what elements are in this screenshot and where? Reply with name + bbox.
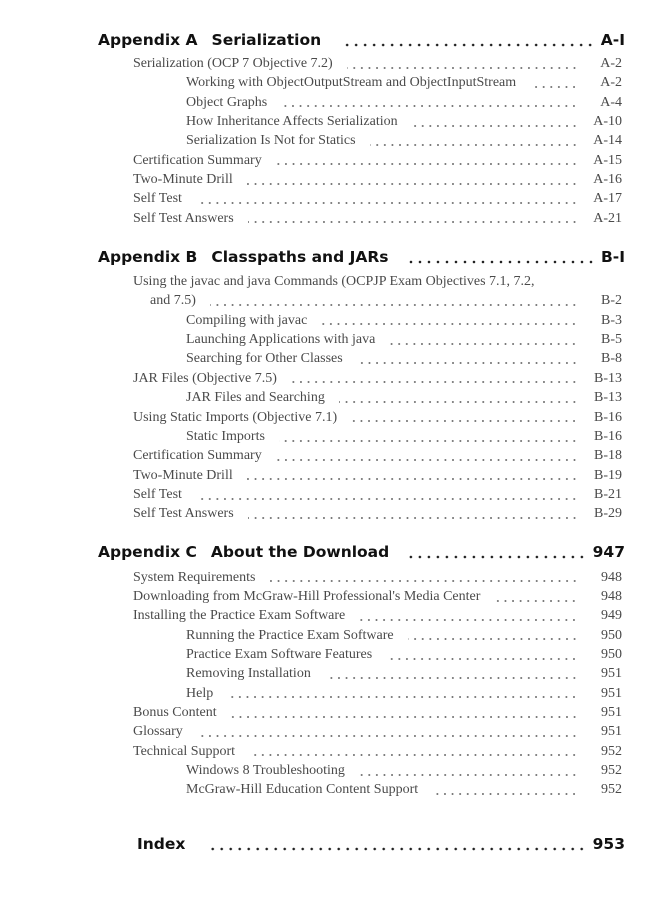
dot-leader — [359, 618, 578, 622]
entry-title: Help — [186, 685, 214, 701]
entry-page-number: A-4 — [600, 94, 622, 110]
entry-title: Windows 8 Troubleshooting — [186, 763, 345, 778]
dot-leader — [359, 773, 578, 777]
entry-page-number: 950 — [601, 646, 622, 662]
dot-leader — [409, 260, 595, 264]
table-of-contents — [98, 29, 625, 855]
dot-leader — [321, 322, 578, 326]
toc-entry[interactable] — [98, 742, 625, 761]
toc-entry[interactable] — [98, 485, 625, 504]
entry-page-number: B-19 — [594, 467, 622, 483]
entry-title: Bonus Content — [133, 704, 217, 720]
section-label: Appendix B — [98, 248, 198, 267]
dot-leader — [227, 695, 578, 699]
entry-title: Using Static Imports (Objective 7.1) — [133, 409, 338, 425]
entry-title: Installing the Practice Exam Software — [133, 608, 346, 624]
dot-leader — [196, 201, 578, 205]
toc-entry[interactable] — [98, 645, 625, 664]
dot-leader — [247, 182, 578, 186]
toc-entry[interactable] — [98, 170, 625, 189]
entry-title: Glossary — [133, 724, 183, 740]
dot-leader — [197, 734, 578, 738]
dot-leader — [357, 361, 578, 365]
entry-page-number: A-2 — [600, 56, 622, 71]
dot-leader — [386, 657, 578, 661]
toc-entry[interactable] — [98, 189, 625, 208]
dot-leader — [248, 220, 578, 224]
toc-entry-continuation[interactable] — [98, 291, 625, 310]
toc-entry[interactable] — [98, 311, 625, 330]
entry-page-number: A-2 — [600, 75, 622, 91]
toc-entry-list — [98, 272, 625, 523]
toc-entry[interactable] — [98, 427, 625, 446]
entry-title: JAR Files (Objective 7.5) — [133, 370, 277, 386]
entry-title: Searching for Other Classes — [186, 351, 343, 367]
entry-title: Self Test Answers — [133, 210, 234, 226]
entry-page-number: B-13 — [594, 370, 622, 386]
entry-page-number: A-15 — [593, 152, 622, 168]
dot-leader — [210, 303, 578, 307]
entry-page-number: B-18 — [594, 448, 622, 464]
entry-page-number: 951 — [601, 685, 622, 701]
entry-title: Working with ObjectOutputStream and ObjectInputStream — [186, 75, 517, 91]
entry-title: Two-Minute Drill — [133, 172, 233, 188]
index-title: Index — [137, 834, 186, 853]
dot-leader — [248, 516, 578, 520]
entry-page-number: B-21 — [594, 486, 622, 502]
dot-leader — [339, 400, 578, 404]
entry-page-number: 948 — [601, 588, 622, 604]
section-title: Classpaths and JARs — [211, 248, 389, 267]
dot-leader — [347, 66, 578, 70]
entry-title: Certification Summary — [133, 448, 262, 464]
dot-leader — [530, 85, 578, 89]
section-label: Appendix C — [98, 542, 197, 561]
toc-entry[interactable] — [98, 73, 625, 92]
entry-title: Two-Minute Drill — [133, 467, 233, 483]
entry-page-number: B-13 — [594, 390, 622, 406]
section-label: Appendix A — [98, 31, 198, 49]
entry-title: How Inheritance Affects Serialization — [186, 114, 398, 130]
entry-page-number: 951 — [601, 704, 622, 720]
entry-page-number: B-16 — [594, 428, 622, 444]
toc-entry[interactable] — [98, 568, 625, 587]
toc-entry-list — [98, 568, 625, 800]
toc-section — [98, 541, 625, 800]
entry-page-number: 952 — [601, 763, 622, 778]
toc-entry[interactable] — [98, 209, 625, 228]
toc-entry[interactable] — [98, 664, 625, 683]
toc-section — [98, 246, 625, 523]
entry-title: Self Test Answers — [133, 506, 234, 522]
dot-leader — [409, 555, 586, 559]
entry-title: Removing Installation — [186, 666, 311, 682]
dot-leader — [351, 419, 578, 423]
entry-page-number: B-5 — [601, 332, 622, 348]
dot-leader — [389, 342, 578, 346]
toc-entry[interactable] — [98, 272, 625, 291]
entry-page-number: A-17 — [593, 191, 622, 207]
toc-entry[interactable] — [98, 54, 625, 73]
entry-page-number: B-16 — [594, 409, 622, 425]
toc-entry[interactable] — [98, 722, 625, 741]
dot-leader — [231, 715, 578, 719]
toc-entry[interactable] — [98, 369, 625, 388]
section-heading[interactable] — [98, 541, 625, 563]
section-title: About the Download — [210, 542, 390, 561]
entry-title: Running the Practice Exam Software — [186, 627, 394, 643]
entry-title: Serialization Is Not for Statics — [186, 133, 356, 149]
toc-entry[interactable] — [98, 330, 625, 349]
dot-leader — [247, 477, 578, 481]
toc-entry[interactable] — [98, 703, 625, 722]
entry-page-number: A-21 — [593, 210, 622, 226]
index-section — [98, 833, 625, 855]
dot-leader — [408, 637, 578, 641]
entry-title: Certification Summary — [133, 152, 262, 168]
entry-page-number: 949 — [601, 608, 622, 624]
entry-title: Self Test — [133, 191, 182, 207]
entry-page-number: 948 — [601, 569, 622, 585]
entry-page-number: A-14 — [593, 133, 622, 149]
entry-title: Serialization (OCP 7 Objective 7.2) — [133, 56, 333, 71]
entry-page-number: 952 — [601, 782, 622, 798]
dot-leader — [270, 579, 579, 583]
dot-leader — [325, 676, 578, 680]
entry-page-number: A-10 — [593, 114, 622, 130]
entry-title: Practice Exam Software Features — [186, 646, 373, 662]
dot-leader — [494, 599, 578, 603]
entry-title: Downloading from McGraw-Hill Professional's Media Center — [133, 588, 481, 604]
entry-title: Static Imports — [186, 428, 265, 444]
dot-leader — [432, 792, 578, 796]
section-heading[interactable] — [98, 246, 625, 268]
toc-entry[interactable] — [98, 151, 625, 170]
toc-section — [98, 29, 625, 228]
toc-entry[interactable] — [98, 504, 625, 523]
index-heading[interactable] — [137, 833, 625, 855]
toc-entry[interactable] — [98, 626, 625, 645]
section-page-number: A-I — [600, 31, 625, 49]
entry-title: Launching Applications with java — [186, 332, 376, 348]
toc-entry[interactable] — [98, 112, 625, 131]
entry-title-continuation: and 7.5) — [150, 293, 196, 309]
entry-page-number: 952 — [601, 743, 622, 759]
entry-page-number: B-29 — [594, 506, 622, 522]
entry-page-number: 951 — [601, 724, 622, 740]
entry-title: JAR Files and Searching — [186, 390, 325, 406]
entry-title: Compiling with javac — [186, 312, 308, 328]
entry-title: Technical Support — [133, 743, 236, 759]
toc-entry[interactable] — [98, 131, 625, 150]
toc-entry[interactable] — [98, 606, 625, 625]
dot-leader — [279, 439, 578, 443]
dot-leader — [196, 497, 578, 501]
toc-entry[interactable] — [98, 349, 625, 368]
entry-page-number: A-16 — [593, 172, 622, 188]
entry-page-number: B-2 — [601, 293, 622, 309]
dot-leader — [209, 847, 586, 851]
section-page-number: 947 — [592, 542, 625, 561]
dot-leader — [276, 162, 578, 166]
entry-title: McGraw-Hill Education Content Support — [186, 782, 419, 798]
toc-entry[interactable] — [98, 408, 625, 427]
entry-page-number: 950 — [601, 627, 622, 643]
toc-entry-list — [98, 54, 625, 228]
toc-entry[interactable] — [98, 388, 625, 407]
dot-leader — [412, 124, 578, 128]
entry-title: System Requirements — [133, 569, 256, 585]
dot-leader — [291, 380, 578, 384]
section-page-number: B-I — [600, 248, 625, 267]
dot-leader — [341, 43, 595, 47]
toc-entry[interactable] — [98, 780, 625, 799]
entry-page-number: B-3 — [601, 312, 622, 328]
index-page-number: 953 — [592, 834, 625, 853]
toc-entry[interactable] — [98, 761, 625, 780]
dot-leader — [276, 458, 578, 462]
entry-page-number: 951 — [601, 666, 622, 682]
entry-title: Self Test — [133, 486, 182, 502]
section-heading[interactable] — [98, 29, 625, 51]
entry-title: Object Graphs — [186, 94, 268, 110]
dot-leader — [370, 143, 578, 147]
dot-leader — [249, 753, 578, 757]
toc-entry[interactable] — [98, 684, 625, 703]
section-title: Serialization — [211, 31, 322, 49]
toc-entry[interactable] — [98, 587, 625, 606]
entry-page-number: B-8 — [601, 351, 622, 367]
toc-entry[interactable] — [98, 466, 625, 485]
entry-title: Using the javac and java Commands (OCPJP Exam Objectives 7.1, 7.2, — [133, 274, 535, 290]
toc-entry[interactable] — [98, 446, 625, 465]
dot-leader — [281, 104, 578, 108]
toc-entry[interactable] — [98, 93, 625, 112]
